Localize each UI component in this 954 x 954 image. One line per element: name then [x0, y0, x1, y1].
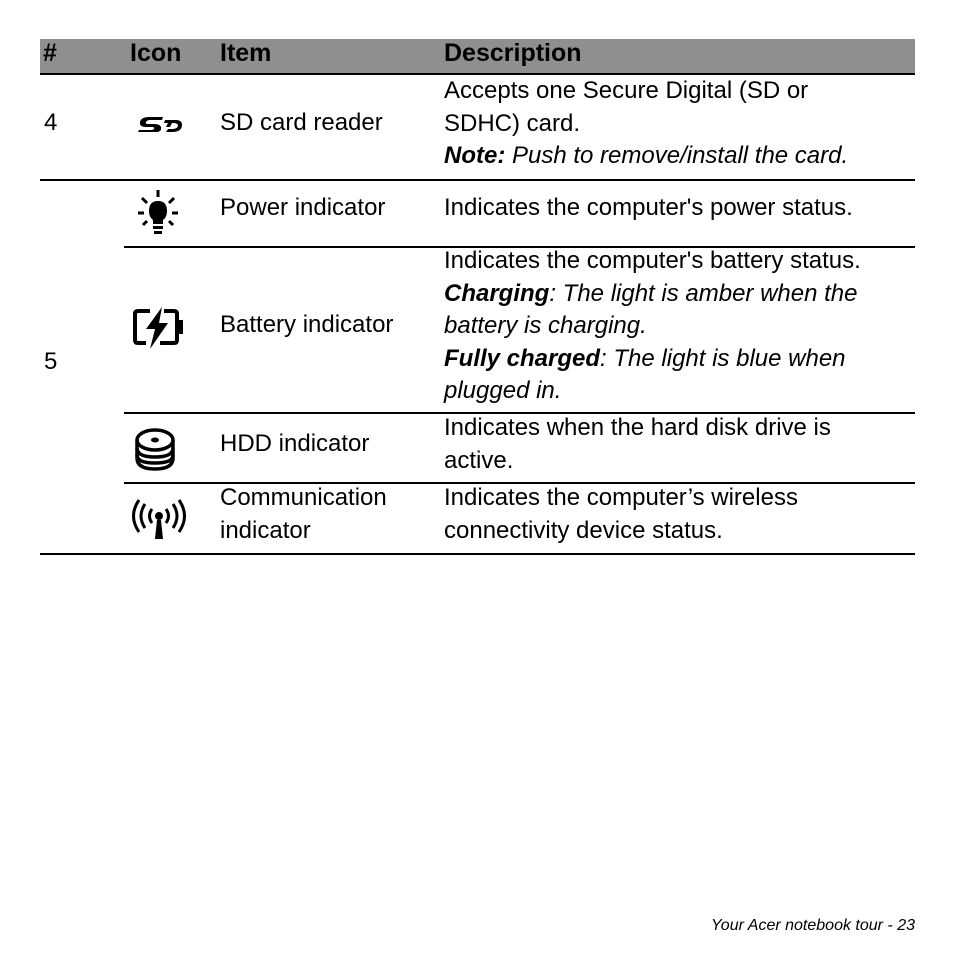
battery-charge-icon — [132, 307, 186, 354]
item-description: Indicates the computer's power status. — [444, 194, 853, 221]
row-divider — [40, 179, 915, 181]
header-description: Description — [444, 39, 582, 67]
wireless-icon — [132, 499, 186, 544]
item-label: SD card reader — [220, 109, 383, 136]
item-label: Power indicator — [220, 194, 386, 221]
item-description: Accepts one Secure Digital (SD or SDHC) card. Note: Push to remove/install the card. — [444, 77, 849, 169]
item-description: Indicates the computer's battery status. Charging: The light is amber when the battery is charging. Fully charged: The light is blue when plugged in. — [444, 247, 861, 404]
page-footer: Your Acer notebook tour - 23 — [711, 917, 915, 934]
header-number: # — [43, 39, 57, 67]
sd-card-icon — [136, 115, 184, 140]
note-label: Note: — [444, 142, 506, 169]
item-description: Indicates when the hard disk drive is active. — [444, 414, 831, 474]
item-label: HDD indicator — [220, 430, 370, 457]
row-number: 5 — [44, 348, 58, 375]
header-item: Item — [220, 39, 272, 67]
table-bottom-rule — [40, 553, 915, 555]
item-description: Indicates the computer’s wireless connectivity device status. — [444, 484, 798, 544]
header-icon: Icon — [130, 39, 182, 67]
item-label: Communication indicator — [220, 484, 387, 544]
hdd-icon — [134, 428, 176, 477]
table-header — [40, 39, 915, 75]
item-label: Battery indicator — [220, 311, 394, 338]
power-light-icon — [136, 189, 180, 242]
row-number: 4 — [44, 109, 58, 136]
